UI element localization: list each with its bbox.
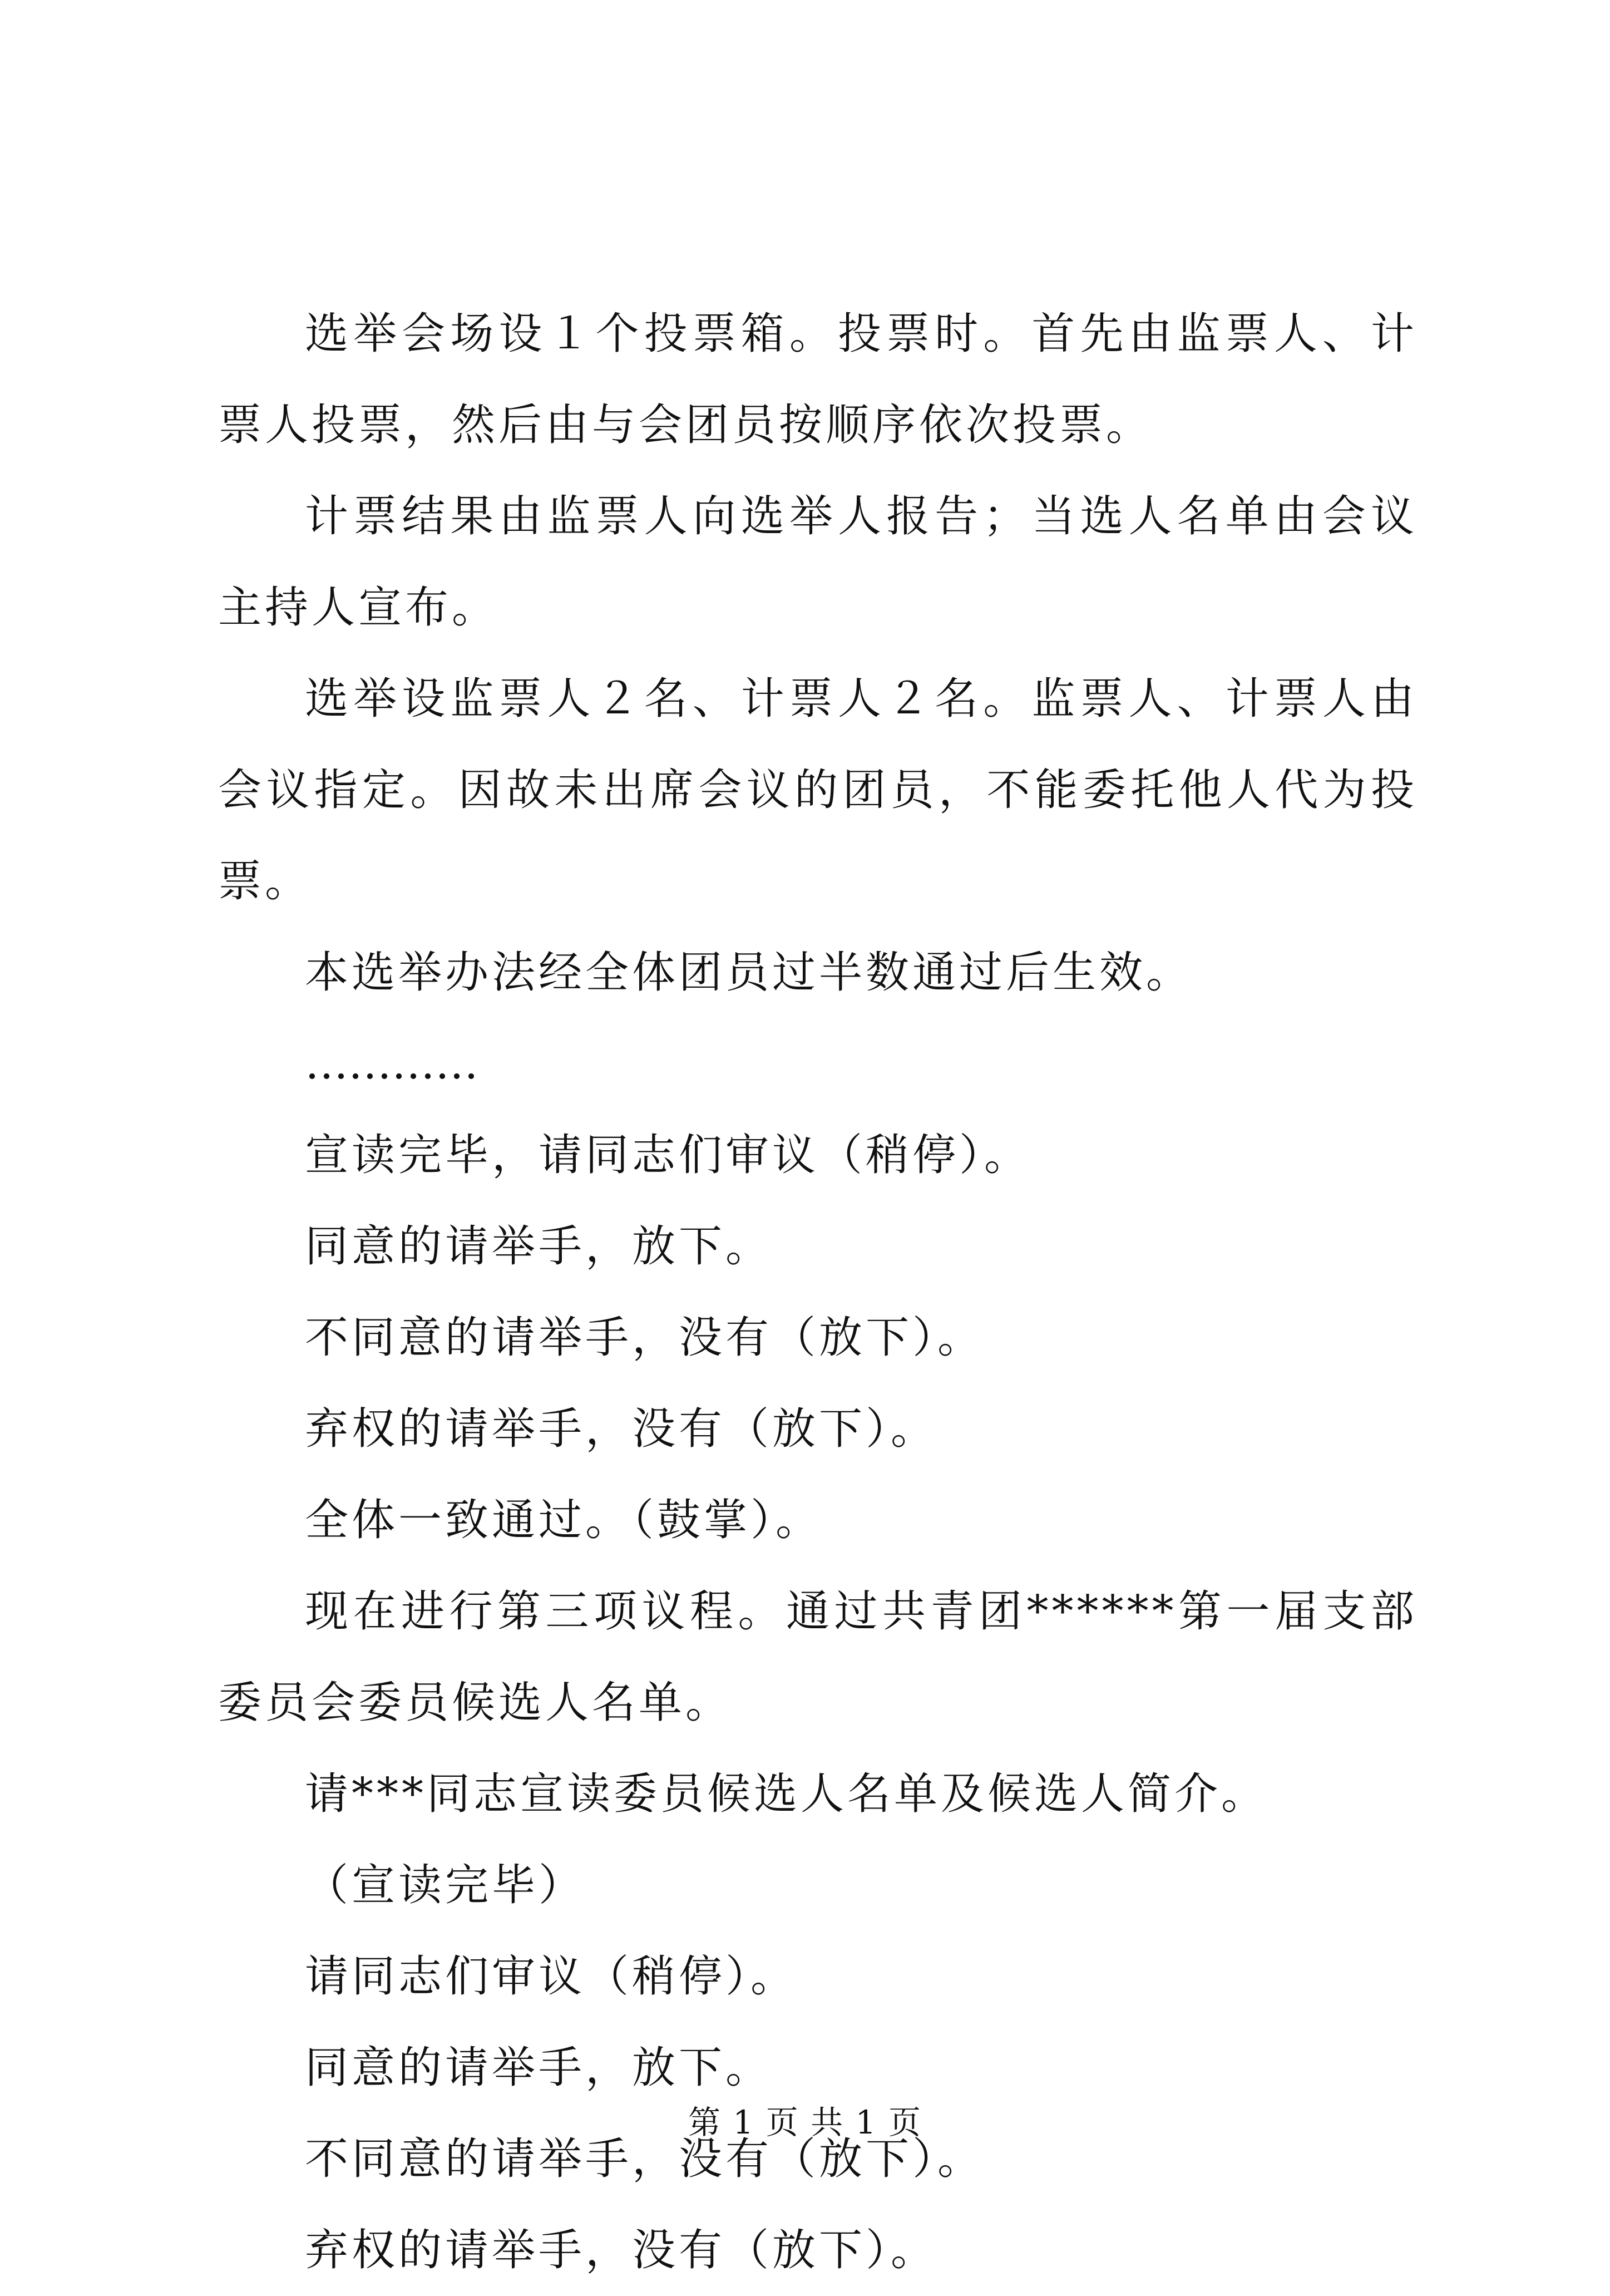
paragraph: 不同意的请举手，没有（放下）。 xyxy=(305,2134,985,2184)
page-footer: 第 1 页 共 1 页 xyxy=(688,2103,922,2141)
paragraph: 弃权的请举手，没有（放下）。 xyxy=(305,2225,938,2275)
paragraph: 选举设监票人２名、计票人２名。监票人、计票人由会议指定。因故未出席会议的团员，不能委托他人代为投票。 xyxy=(218,674,1418,906)
paragraph: 请***同志宣读委员候选人名单及候选人简介。 xyxy=(305,1769,1268,1819)
paragraph: 选举会场设１个投票箱。投票时。首先由监票人、计票人投票，然后由与会团员按顺序依次投票。 xyxy=(218,309,1418,450)
paragraph: 同意的请举手，放下。 xyxy=(305,2043,773,2093)
paragraph: 本选举办法经全体团员过半数通过后生效。 xyxy=(305,948,1193,998)
paragraph: 请同志们审议（稍停）。 xyxy=(305,1952,798,2002)
paragraph: 宣读完毕，请同志们审议（稍停）。 xyxy=(305,1130,1031,1180)
document-body xyxy=(218,288,1418,2296)
paragraph: 不同意的请举手，没有（放下）。 xyxy=(305,1313,985,1363)
paragraph: 同意的请举手，放下。 xyxy=(305,1221,773,1272)
paragraph: 全体一致通过。（鼓掌）。 xyxy=(305,1495,823,1545)
paragraph: 计票结果由监票人向选举人报告；当选人名单由会议主持人宣布。 xyxy=(218,491,1418,633)
paragraph: （宣读完毕） xyxy=(305,1860,586,1910)
paragraph: 弃权的请举手，没有（放下）。 xyxy=(305,1404,938,1454)
ellipsis-line: ………… xyxy=(305,1039,478,1089)
paragraph: 现在进行第三项议程。通过共青团******第一届支部委员会委员候选人名单。 xyxy=(218,1586,1418,1728)
